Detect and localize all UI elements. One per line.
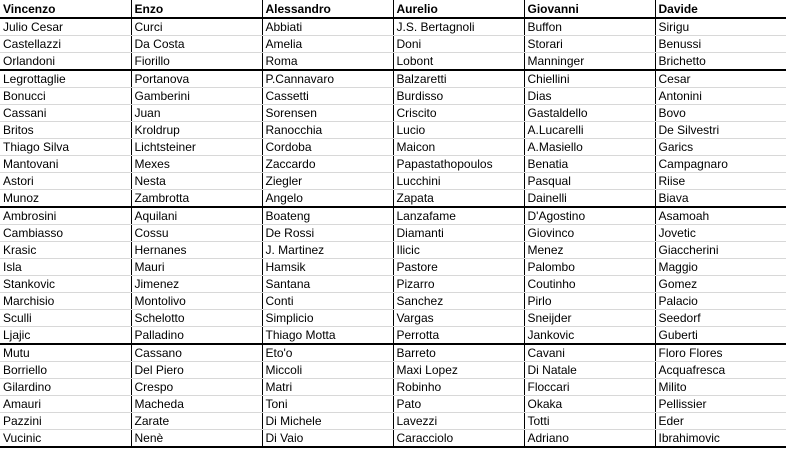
table-cell[interactable]: Borriello bbox=[0, 362, 131, 379]
table-cell[interactable]: Vucinic bbox=[0, 430, 131, 448]
table-cell[interactable]: Lichtsteiner bbox=[131, 139, 262, 156]
table-cell[interactable]: Cordoba bbox=[262, 139, 393, 156]
table-cell[interactable]: Dias bbox=[524, 88, 655, 105]
table-row bbox=[0, 207, 786, 225]
table-cell[interactable]: Papastathopoulos bbox=[393, 156, 524, 173]
table-cell[interactable]: Pizarro bbox=[393, 276, 524, 293]
table-cell[interactable]: Legrottaglie bbox=[0, 70, 131, 88]
table-cell[interactable]: Zapata bbox=[393, 190, 524, 208]
table-row bbox=[0, 105, 786, 122]
table-cell[interactable]: J. Martinez bbox=[262, 242, 393, 259]
table-row bbox=[0, 310, 786, 327]
table-cell[interactable]: Coutinho bbox=[524, 276, 655, 293]
table-cell[interactable]: Astori bbox=[0, 173, 131, 190]
table-cell[interactable]: Menez bbox=[524, 242, 655, 259]
table-cell[interactable]: Crespo bbox=[131, 379, 262, 396]
table-cell[interactable]: Montolivo bbox=[131, 293, 262, 310]
table-cell[interactable]: Gastaldello bbox=[524, 105, 655, 122]
table-cell[interactable]: Floccari bbox=[524, 379, 655, 396]
table-cell[interactable]: Mexes bbox=[131, 156, 262, 173]
table-cell[interactable]: Biava bbox=[655, 190, 786, 208]
table-cell[interactable]: Hamsik bbox=[262, 259, 393, 276]
table-row bbox=[0, 18, 786, 36]
table-cell[interactable]: Palladino bbox=[131, 327, 262, 345]
table-cell[interactable]: Giaccherini bbox=[655, 242, 786, 259]
table-cell[interactable]: Eder bbox=[655, 413, 786, 430]
table-cell[interactable]: Antonini bbox=[655, 88, 786, 105]
table-cell[interactable]: De Rossi bbox=[262, 225, 393, 242]
table-cell[interactable]: Jovetic bbox=[655, 225, 786, 242]
table-row bbox=[0, 293, 786, 310]
table-cell[interactable]: Stankovic bbox=[0, 276, 131, 293]
table-cell[interactable]: Di Natale bbox=[524, 362, 655, 379]
table-row bbox=[0, 156, 786, 173]
table-row bbox=[0, 242, 786, 259]
table-cell[interactable]: Diamanti bbox=[393, 225, 524, 242]
table-row bbox=[0, 70, 786, 88]
table-cell[interactable]: Munoz bbox=[0, 190, 131, 208]
table-cell[interactable]: Sculli bbox=[0, 310, 131, 327]
table-cell[interactable]: Burdisso bbox=[393, 88, 524, 105]
table-cell[interactable]: Brichetto bbox=[655, 53, 786, 71]
table-cell[interactable]: Campagnaro bbox=[655, 156, 786, 173]
table-cell[interactable]: Boateng bbox=[262, 207, 393, 225]
table-cell[interactable]: Robinho bbox=[393, 379, 524, 396]
table-cell[interactable]: Balzaretti bbox=[393, 70, 524, 88]
table-cell[interactable]: Zaccardo bbox=[262, 156, 393, 173]
table-cell[interactable]: Pirlo bbox=[524, 293, 655, 310]
table-cell[interactable]: Cassano bbox=[131, 344, 262, 362]
table-cell[interactable]: Nesta bbox=[131, 173, 262, 190]
header-row bbox=[0, 0, 786, 18]
table-cell[interactable]: Lanzafame bbox=[393, 207, 524, 225]
table-cell[interactable]: Giovinco bbox=[524, 225, 655, 242]
table-cell[interactable]: Cesar bbox=[655, 70, 786, 88]
table-cell[interactable]: Palacio bbox=[655, 293, 786, 310]
table-cell[interactable]: Sanchez bbox=[393, 293, 524, 310]
table-cell[interactable]: Miccoli bbox=[262, 362, 393, 379]
table-cell[interactable]: Jimenez bbox=[131, 276, 262, 293]
table-cell[interactable]: Jankovic bbox=[524, 327, 655, 345]
table-cell[interactable]: Curci bbox=[131, 18, 262, 36]
table-cell[interactable]: Vargas bbox=[393, 310, 524, 327]
table-body bbox=[0, 18, 786, 447]
table-row bbox=[0, 379, 786, 396]
table-cell[interactable]: Ibrahimovic bbox=[655, 430, 786, 448]
table-cell[interactable]: Nenè bbox=[131, 430, 262, 448]
table-cell[interactable]: Schelotto bbox=[131, 310, 262, 327]
table-cell[interactable]: Zarate bbox=[131, 413, 262, 430]
table-cell[interactable]: Storari bbox=[524, 36, 655, 53]
table-cell[interactable]: Floro Flores bbox=[655, 344, 786, 362]
table-cell[interactable]: Di Michele bbox=[262, 413, 393, 430]
table-cell[interactable]: Garics bbox=[655, 139, 786, 156]
table-cell[interactable]: Cambiasso bbox=[0, 225, 131, 242]
table-cell[interactable]: Maggio bbox=[655, 259, 786, 276]
table-cell[interactable]: Angelo bbox=[262, 190, 393, 208]
table-cell[interactable]: Thiago Silva bbox=[0, 139, 131, 156]
table-cell[interactable]: Gilardino bbox=[0, 379, 131, 396]
table-cell[interactable]: Juan bbox=[131, 105, 262, 122]
table-cell[interactable]: Pellissier bbox=[655, 396, 786, 413]
table-row bbox=[0, 139, 786, 156]
table-cell[interactable]: P.Cannavaro bbox=[262, 70, 393, 88]
table-cell[interactable]: Ranocchia bbox=[262, 122, 393, 139]
table-cell[interactable]: Ilicic bbox=[393, 242, 524, 259]
table-cell[interactable]: Hernanes bbox=[131, 242, 262, 259]
table-cell[interactable]: Dainelli bbox=[524, 190, 655, 208]
table-cell[interactable]: Aquilani bbox=[131, 207, 262, 225]
table-cell[interactable]: Seedorf bbox=[655, 310, 786, 327]
table-cell[interactable]: Roma bbox=[262, 53, 393, 71]
column-header[interactable]: Giovanni bbox=[524, 0, 655, 18]
table-cell[interactable]: Criscito bbox=[393, 105, 524, 122]
table-cell[interactable]: Orlandoni bbox=[0, 53, 131, 71]
table-cell[interactable]: Pasqual bbox=[524, 173, 655, 190]
table-cell[interactable]: Britos bbox=[0, 122, 131, 139]
table-row bbox=[0, 344, 786, 362]
table-cell[interactable]: Conti bbox=[262, 293, 393, 310]
table-cell[interactable]: Eto'o bbox=[262, 344, 393, 362]
table-row bbox=[0, 190, 786, 208]
table-cell[interactable]: Lucchini bbox=[393, 173, 524, 190]
table-cell[interactable]: Amauri bbox=[0, 396, 131, 413]
table-cell[interactable]: Milito bbox=[655, 379, 786, 396]
table-cell[interactable]: Mutu bbox=[0, 344, 131, 362]
table-cell[interactable]: Isla bbox=[0, 259, 131, 276]
table-cell[interactable]: Asamoah bbox=[655, 207, 786, 225]
table-cell[interactable]: Mantovani bbox=[0, 156, 131, 173]
table-row bbox=[0, 173, 786, 190]
table-row bbox=[0, 413, 786, 430]
table-row bbox=[0, 122, 786, 139]
table-cell[interactable]: Cassetti bbox=[262, 88, 393, 105]
table-cell[interactable]: Portanova bbox=[131, 70, 262, 88]
table-cell[interactable]: Sneijder bbox=[524, 310, 655, 327]
table-cell[interactable]: Gamberini bbox=[131, 88, 262, 105]
table-cell[interactable]: A.Masiello bbox=[524, 139, 655, 156]
column-header[interactable]: Alessandro bbox=[262, 0, 393, 18]
table-cell[interactable]: Acquafresca bbox=[655, 362, 786, 379]
table-cell[interactable]: Maxi Lopez bbox=[393, 362, 524, 379]
table-cell[interactable]: Chiellini bbox=[524, 70, 655, 88]
table-cell[interactable]: J.S. Bertagnoli bbox=[393, 18, 524, 36]
table-cell[interactable]: Sirigu bbox=[655, 18, 786, 36]
table-cell[interactable]: Cossu bbox=[131, 225, 262, 242]
table-cell[interactable]: Kroldrup bbox=[131, 122, 262, 139]
table-cell[interactable]: D'Agostino bbox=[524, 207, 655, 225]
table-row bbox=[0, 53, 786, 71]
table-row bbox=[0, 225, 786, 242]
table-cell[interactable]: Matri bbox=[262, 379, 393, 396]
table-cell[interactable]: Palombo bbox=[524, 259, 655, 276]
table-row bbox=[0, 362, 786, 379]
table-cell[interactable]: Caracciolo bbox=[393, 430, 524, 448]
table-cell[interactable]: Fiorillo bbox=[131, 53, 262, 71]
table-row bbox=[0, 276, 786, 293]
table-cell[interactable]: Bovo bbox=[655, 105, 786, 122]
table-cell[interactable]: Okaka bbox=[524, 396, 655, 413]
table-cell[interactable]: Lucio bbox=[393, 122, 524, 139]
table-cell[interactable]: Perrotta bbox=[393, 327, 524, 345]
table-cell[interactable]: Simplicio bbox=[262, 310, 393, 327]
table-cell[interactable]: Manninger bbox=[524, 53, 655, 71]
table-cell[interactable]: Mauri bbox=[131, 259, 262, 276]
table-cell[interactable]: Cavani bbox=[524, 344, 655, 362]
table-cell[interactable]: Buffon bbox=[524, 18, 655, 36]
column-header[interactable]: Enzo bbox=[131, 0, 262, 18]
column-header[interactable]: Davide bbox=[655, 0, 786, 18]
table-cell[interactable]: Krasic bbox=[0, 242, 131, 259]
table-row bbox=[0, 396, 786, 413]
table-cell[interactable]: Macheda bbox=[131, 396, 262, 413]
table-cell[interactable]: Sorensen bbox=[262, 105, 393, 122]
table-cell[interactable]: Lobont bbox=[393, 53, 524, 71]
table-row bbox=[0, 36, 786, 53]
table-cell[interactable]: Pato bbox=[393, 396, 524, 413]
table-cell[interactable]: Toni bbox=[262, 396, 393, 413]
table-cell[interactable]: Ljajic bbox=[0, 327, 131, 345]
table-cell[interactable]: Abbiati bbox=[262, 18, 393, 36]
table-cell[interactable]: Da Costa bbox=[131, 36, 262, 53]
table-cell[interactable]: De Silvestri bbox=[655, 122, 786, 139]
table-cell[interactable]: Amelia bbox=[262, 36, 393, 53]
table-row bbox=[0, 88, 786, 105]
table-cell[interactable]: Cassani bbox=[0, 105, 131, 122]
table-cell[interactable]: Maicon bbox=[393, 139, 524, 156]
table-cell[interactable]: Gomez bbox=[655, 276, 786, 293]
table-cell[interactable]: Totti bbox=[524, 413, 655, 430]
table-cell[interactable]: Lavezzi bbox=[393, 413, 524, 430]
table-cell[interactable]: Zambrotta bbox=[131, 190, 262, 208]
table-cell[interactable]: Guberti bbox=[655, 327, 786, 345]
table-cell[interactable]: Pastore bbox=[393, 259, 524, 276]
table-cell[interactable]: Marchisio bbox=[0, 293, 131, 310]
table-row bbox=[0, 430, 786, 448]
table-cell[interactable]: Adriano bbox=[524, 430, 655, 448]
table-cell[interactable]: Barreto bbox=[393, 344, 524, 362]
table-cell[interactable]: Santana bbox=[262, 276, 393, 293]
table-cell[interactable]: A.Lucarelli bbox=[524, 122, 655, 139]
table-row bbox=[0, 327, 786, 345]
table-cell[interactable]: Julio Cesar bbox=[0, 18, 131, 36]
table-cell[interactable]: Ambrosini bbox=[0, 207, 131, 225]
table-cell[interactable]: Ziegler bbox=[262, 173, 393, 190]
table-cell[interactable]: Del Piero bbox=[131, 362, 262, 379]
table-cell[interactable]: Benussi bbox=[655, 36, 786, 53]
table-cell[interactable]: Riise bbox=[655, 173, 786, 190]
table-row bbox=[0, 259, 786, 276]
column-header[interactable]: Vincenzo bbox=[0, 0, 131, 18]
column-header[interactable]: Aurelio bbox=[393, 0, 524, 18]
table-cell[interactable]: Thiago Motta bbox=[262, 327, 393, 345]
table-cell[interactable]: Benatia bbox=[524, 156, 655, 173]
table-cell[interactable]: Pazzini bbox=[0, 413, 131, 430]
table-cell[interactable]: Di Vaio bbox=[262, 430, 393, 448]
table-cell[interactable]: Bonucci bbox=[0, 88, 131, 105]
table-cell[interactable]: Castellazzi bbox=[0, 36, 131, 53]
table-cell[interactable]: Doni bbox=[393, 36, 524, 53]
